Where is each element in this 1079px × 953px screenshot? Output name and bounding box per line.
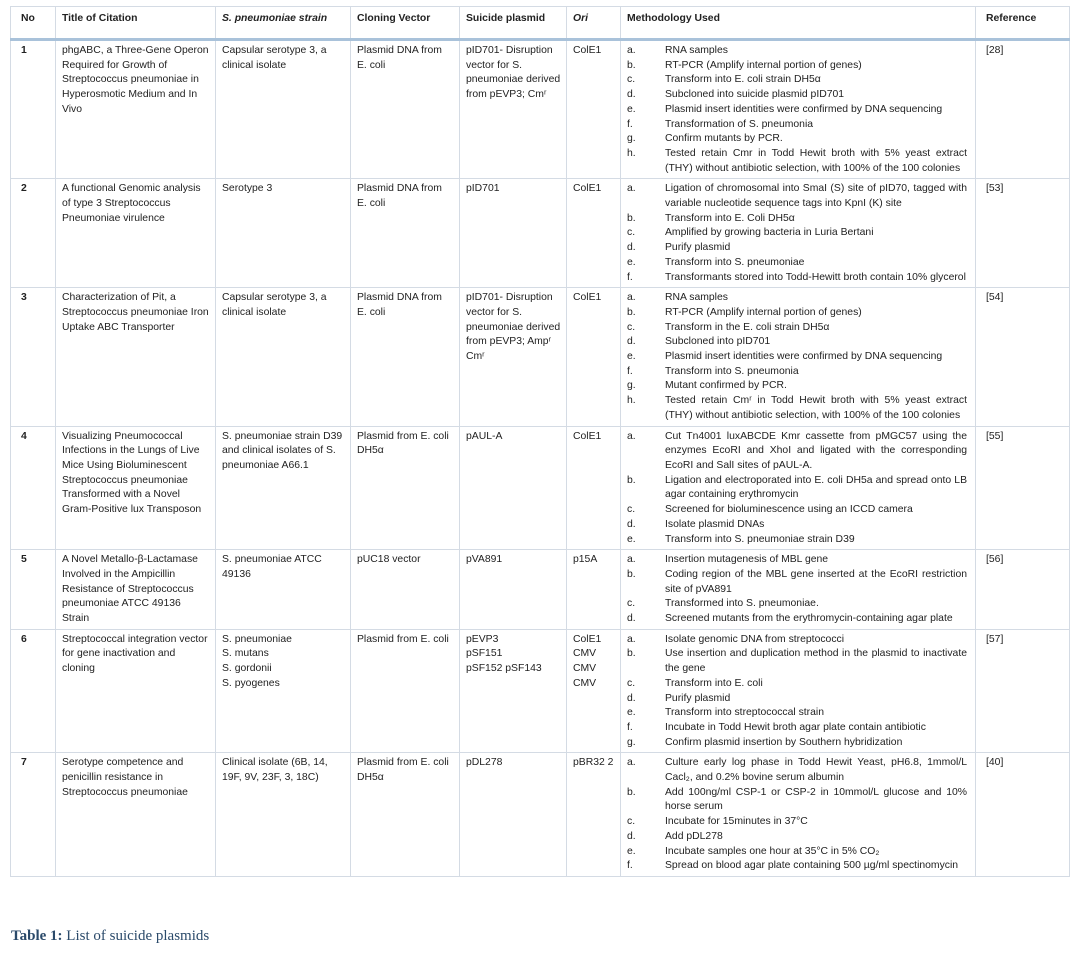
methodology-step — [627, 271, 970, 286]
strain-cell-line: S. pneumoniae — [222, 633, 292, 645]
ori-cell: pBR32 2 — [567, 753, 621, 877]
strain-cell-line: S. mutans — [222, 648, 269, 660]
methodology-step — [627, 147, 970, 176]
step-letter: b. — [627, 786, 636, 798]
reference-cell: [54] — [976, 288, 1070, 426]
strain-cell: Serotype 3 — [216, 179, 351, 288]
methodology-step — [627, 568, 970, 597]
ori-cell — [567, 629, 621, 753]
step-text: Culture early log phase in Todd Hewit Yeast, pH6.8, 1mmol/L Cacl₂, and 0.2% bovine serum albumin — [665, 757, 967, 784]
ori-cell-line: ColE1 — [573, 633, 602, 645]
methodology-step — [627, 335, 970, 350]
suicide-plasmid-cell: pVA891 — [460, 550, 567, 630]
methodology-step — [627, 633, 970, 648]
step-text: Incubate samples one hour at 35°C in 5% CO₂ — [665, 845, 880, 857]
strain-cell — [216, 629, 351, 753]
step-letter: e. — [627, 103, 636, 115]
step-text: Transform into S. pneumonia — [665, 365, 799, 377]
step-letter: d. — [627, 242, 636, 254]
methodology-step — [627, 612, 970, 627]
methodology-step — [627, 256, 970, 271]
step-letter: h. — [627, 147, 636, 159]
step-letter: c. — [627, 227, 636, 239]
step-letter: g. — [627, 380, 636, 392]
step-text: Transformants stored into Todd-Hewitt broth contain 10% glycerol — [665, 271, 966, 283]
methodology-step — [627, 721, 970, 736]
step-letter: a. — [627, 554, 636, 566]
step-text: Transform into S. pneumoniae strain D39 — [665, 533, 855, 545]
step-text: Transform into E. coli strain DH5α — [665, 74, 821, 86]
table-row — [11, 426, 1070, 550]
methodology-steps — [627, 44, 970, 176]
citation-title: A Novel Metallo-β-Lactamase Involved in the Ampicillin Resistance of Streptococcus pneumoniae ATCC 49136 Strain — [56, 550, 216, 630]
methodology-steps — [627, 430, 970, 548]
step-letter: c. — [627, 816, 636, 828]
methodology-steps — [627, 756, 970, 874]
step-letter: b. — [627, 59, 636, 71]
cloning-vector-cell: Plasmid from E. coli — [351, 629, 460, 753]
step-text: Spread on blood agar plate containing 500 µg/ml spectinomycin — [665, 860, 959, 872]
suicide-plasmid-cell — [460, 629, 567, 753]
step-text: Subcloned into suicide plasmid pID701 — [665, 89, 845, 101]
step-text: Transform into S. pneumoniae — [665, 256, 805, 268]
step-letter: d. — [627, 613, 636, 625]
methodology-step — [627, 132, 970, 147]
step-letter: f. — [627, 271, 633, 283]
step-text: Incubate for 15minutes in 37°C — [665, 816, 808, 828]
step-letter: e. — [627, 256, 636, 268]
header-strain — [216, 7, 351, 40]
methodology-step — [627, 321, 970, 336]
suicide-plasmid-cell-line: pSF151 — [466, 648, 503, 660]
step-letter: d. — [627, 692, 636, 704]
step-letter: a. — [627, 430, 636, 442]
citation-title: phgABC, a Three-Gene Operon Required for Growth of Streptococcus pneumoniae in Hyperosmotic Medium and In Vivo — [56, 40, 216, 179]
suicide-plasmids-table — [10, 6, 1070, 877]
methodology-step — [627, 597, 970, 612]
step-letter: f. — [627, 365, 633, 377]
step-text: Confirm mutants by PCR. — [665, 133, 783, 145]
ori-cell-line: CMV — [573, 648, 597, 660]
step-letter: a. — [627, 45, 636, 56]
strain-cell-line: S. gordonii — [222, 663, 272, 675]
caption-label: Table 1: — [11, 928, 63, 944]
methodology-step — [627, 430, 970, 474]
reference-cell: [40] — [976, 753, 1070, 877]
methodology-step — [627, 677, 970, 692]
step-letter: a. — [627, 183, 636, 195]
methodology-step — [627, 830, 970, 845]
step-text: Tested retain Cmʳ in Todd Hewit broth with 5% yeast extract (THY) without antibiotic selection, with 100% of the 100 colonies — [665, 395, 967, 421]
methodology-steps — [627, 553, 970, 627]
step-letter: a. — [627, 757, 636, 769]
strain-cell: S. pneumoniae strain D39 and clinical isolates of S. pneumoniae A66.1 — [216, 426, 351, 550]
step-letter: d. — [627, 89, 636, 101]
step-letter: c. — [627, 598, 636, 610]
suicide-plasmid-cell: pAUL-A — [460, 426, 567, 550]
methodology-step — [627, 241, 970, 256]
step-text: Add pDL278 — [665, 830, 723, 842]
table-body — [11, 40, 1070, 877]
step-letter: c. — [627, 74, 636, 86]
step-letter: b. — [627, 212, 636, 224]
step-text: Mutant confirmed by PCR. — [665, 380, 787, 392]
step-text: Isolate plasmid DNAs — [665, 518, 765, 530]
step-letter: e. — [627, 845, 636, 857]
suicide-plasmid-cell: pDL278 — [460, 753, 567, 877]
table-row — [11, 753, 1070, 877]
step-text: Insertion mutagenesis of MBL gene — [665, 554, 829, 566]
methodology-step — [627, 474, 970, 503]
step-text: Cut Tn4001 luxABCDE Kmr cassette from pMGC57 using the enzymes EcoRI and XhoI and ligated with the corresponding EcoRI and SalI sites of pAUL-A. — [665, 430, 967, 471]
header-reference: Reference — [976, 7, 1070, 40]
methodology-step — [627, 379, 970, 394]
methodology-step — [627, 533, 970, 548]
header-vector: Cloning Vector — [351, 7, 460, 40]
strain-cell: Capsular serotype 3, a clinical isolate — [216, 288, 351, 426]
caption-text: List of suicide plasmids — [66, 928, 210, 944]
methodology-step — [627, 845, 970, 860]
step-letter: d. — [627, 830, 636, 842]
methodology-step — [627, 859, 970, 874]
step-text: Ligation and electroporated into E. coli DH5a and spread onto LB agar containing erythromycin — [665, 474, 967, 501]
methodology-cell — [621, 629, 976, 753]
table-row — [11, 179, 1070, 288]
methodology-step — [627, 118, 970, 133]
suicide-plasmid-cell: pID701 — [460, 179, 567, 288]
row-number: 5 — [11, 550, 56, 630]
ori-cell-line: CMV — [573, 663, 597, 675]
suicide-plasmid-cell: pID701- Disruption vector for S. pneumoniae derived from pEVP3; Ampʳ Cmʳ — [460, 288, 567, 426]
step-letter: c. — [627, 504, 636, 516]
table-header — [11, 7, 1070, 40]
methodology-steps — [627, 182, 970, 285]
methodology-step — [627, 706, 970, 721]
methodology-cell — [621, 426, 976, 550]
step-text: Transform into E. coli — [665, 677, 763, 689]
step-text: Confirm plasmid insertion by Southern hybridization — [665, 736, 903, 748]
step-text: Subcloned into pID701 — [665, 336, 771, 348]
step-text: Purify plasmid — [665, 692, 731, 704]
step-letter: a. — [627, 292, 636, 304]
cloning-vector-cell: Plasmid DNA from E. coli — [351, 288, 460, 426]
step-letter: e. — [627, 533, 636, 545]
step-letter: b. — [627, 474, 636, 486]
step-text: Incubate in Todd Hewit broth agar plate contain antibiotic — [665, 721, 926, 733]
step-letter: f. — [627, 721, 633, 733]
citation-title: A functional Genomic analysis of type 3 Streptococcus Pneumoniae virulence — [56, 179, 216, 288]
step-letter: d. — [627, 336, 636, 348]
header-no: No — [11, 7, 56, 40]
citation-title: Streptococcal integration vector for gene inactivation and cloning — [56, 629, 216, 753]
step-text: Use insertion and duplication method in the plasmid to inactivate the gene — [665, 648, 967, 675]
methodology-cell — [621, 288, 976, 426]
step-text: Tested retain Cmr in Todd Hewit broth with 5% yeast extract (THY) without antibiotic selection, with 100% of the 100 colonies — [665, 147, 967, 174]
suicide-plasmid-cell-line: pSF152 pSF143 — [466, 663, 542, 675]
methodology-step — [627, 291, 970, 306]
methodology-step — [627, 503, 970, 518]
methodology-step — [627, 815, 970, 830]
header-ori — [567, 7, 621, 40]
methodology-step — [627, 306, 970, 321]
step-text: RNA samples — [665, 45, 728, 56]
step-text: Transform in the E. coli strain DH5α — [665, 321, 830, 333]
step-text: Purify plasmid — [665, 242, 731, 254]
step-letter: f. — [627, 860, 633, 872]
ori-cell-line: CMV — [573, 677, 597, 689]
step-text: Transformed into S. pneumoniae. — [665, 598, 819, 610]
row-number: 7 — [11, 753, 56, 877]
table-row — [11, 288, 1070, 426]
table-row — [11, 40, 1070, 179]
row-number: 2 — [11, 179, 56, 288]
methodology-step — [627, 226, 970, 241]
step-letter: g. — [627, 736, 636, 748]
methodology-step — [627, 350, 970, 365]
methodology-steps — [627, 633, 970, 751]
reference-cell: [55] — [976, 426, 1070, 550]
row-number: 3 — [11, 288, 56, 426]
step-text: Transform into E. Coli DH5α — [665, 212, 795, 224]
header-strain-text: S. pneumoniae strain — [222, 13, 328, 24]
methodology-step — [627, 553, 970, 568]
methodology-step — [627, 365, 970, 380]
methodology-step — [627, 212, 970, 227]
ori-cell: ColE1 — [567, 426, 621, 550]
methodology-step — [627, 736, 970, 751]
strain-cell: Capsular serotype 3, a clinical isolate — [216, 40, 351, 179]
step-letter: h. — [627, 395, 636, 407]
reference-cell: [57] — [976, 629, 1070, 753]
step-text: Transformation of S. pneumonia — [665, 118, 814, 130]
reference-cell: [56] — [976, 550, 1070, 630]
step-text: RT-PCR (Amplify internal portion of genes) — [665, 59, 862, 71]
step-letter: b. — [627, 306, 636, 318]
document-page — [10, 6, 1069, 877]
suicide-plasmid-cell: pID701- Disruption vector for S. pneumoniae derived from pEVP3; Cmʳ — [460, 40, 567, 179]
step-text: Add 100ng/ml CSP-1 or CSP-2 in 10mmol/L glucose and 10% horse serum — [665, 786, 967, 813]
table-row — [11, 629, 1070, 753]
step-text: RNA samples — [665, 292, 728, 304]
citation-title: Visualizing Pneumococcal Infections in the Lungs of Live Mice Using Bioluminescent Streptococcus pneumoniae Transformed with a Novel Gram-Positive lux Transposon — [56, 426, 216, 550]
methodology-steps — [627, 291, 970, 423]
methodology-cell — [621, 753, 976, 877]
step-letter: e. — [627, 707, 636, 719]
row-number: 4 — [11, 426, 56, 550]
ori-cell: ColE1 — [567, 40, 621, 179]
methodology-cell — [621, 550, 976, 630]
reference-cell: [53] — [976, 179, 1070, 288]
row-number: 6 — [11, 629, 56, 753]
step-text: Amplified by growing bacteria in Luria Bertani — [665, 227, 874, 239]
ori-cell: p15A — [567, 550, 621, 630]
ori-cell: ColE1 — [567, 288, 621, 426]
step-letter: b. — [627, 648, 636, 660]
step-letter: c. — [627, 677, 636, 689]
cloning-vector-cell: pUC18 vector — [351, 550, 460, 630]
step-letter: c. — [627, 321, 636, 333]
strain-cell: Clinical isolate (6B, 14, 19F, 9V, 23F, 3, 18C) — [216, 753, 351, 877]
methodology-step — [627, 786, 970, 815]
step-text: Transform into streptococcal strain — [665, 707, 824, 719]
step-letter: g. — [627, 133, 636, 145]
step-letter: d. — [627, 518, 636, 530]
step-letter: e. — [627, 351, 636, 363]
strain-cell-line: S. pyogenes — [222, 677, 280, 689]
ori-cell: ColE1 — [567, 179, 621, 288]
step-text: Plasmid insert identities were confirmed by DNA sequencing — [665, 103, 943, 115]
methodology-step — [627, 518, 970, 533]
methodology-step — [627, 88, 970, 103]
table-caption — [11, 928, 209, 945]
step-letter: a. — [627, 633, 636, 645]
suicide-plasmid-cell-line: pEVP3 — [466, 633, 499, 645]
cloning-vector-cell: Plasmid DNA from E. coli — [351, 40, 460, 179]
methodology-step — [627, 182, 970, 211]
header-title: Title of Citation — [56, 7, 216, 40]
strain-cell: S. pneumoniae ATCC 49136 — [216, 550, 351, 630]
table-row — [11, 550, 1070, 630]
header-row — [11, 7, 1070, 40]
methodology-cell — [621, 40, 976, 179]
reference-cell: [28] — [976, 40, 1070, 179]
methodology-step — [627, 647, 970, 676]
cloning-vector-cell: Plasmid from E. coli DH5α — [351, 426, 460, 550]
header-method: Methodology Used — [621, 7, 976, 40]
cloning-vector-cell: Plasmid from E. coli DH5α — [351, 753, 460, 877]
cloning-vector-cell: Plasmid DNA from E. coli — [351, 179, 460, 288]
citation-title: Characterization of Pit, a Streptococcus pneumoniae Iron Uptake ABC Transporter — [56, 288, 216, 426]
methodology-step — [627, 44, 970, 59]
step-text: Plasmid insert identities were confirmed by DNA sequencing — [665, 351, 943, 363]
step-letter: b. — [627, 568, 636, 580]
step-text: Screened for bioluminescence using an ICCD camera — [665, 504, 913, 516]
methodology-step — [627, 103, 970, 118]
row-number: 1 — [11, 40, 56, 179]
methodology-cell — [621, 179, 976, 288]
header-ori-text: Ori — [573, 13, 589, 24]
step-text: Coding region of the MBL gene inserted at the EcoRI restriction site of pVA891 — [665, 568, 967, 595]
citation-title: Serotype competence and penicillin resistance in Streptococcus pneumoniae — [56, 753, 216, 877]
methodology-step — [627, 756, 970, 785]
step-text: Screened mutants from the erythromycin-containing agar plate — [665, 613, 953, 625]
header-plasmid: Suicide plasmid — [460, 7, 567, 40]
methodology-step — [627, 59, 970, 74]
methodology-step — [627, 73, 970, 88]
step-letter: f. — [627, 118, 633, 130]
methodology-step — [627, 394, 970, 423]
step-text: Ligation of chromosomal into SmaI (S) site of pID70, tagged with variable nucleotide sequence tags into KpnI (K) site — [665, 183, 967, 210]
step-text: Isolate genomic DNA from streptococci — [665, 633, 845, 645]
methodology-step — [627, 692, 970, 707]
step-text: RT-PCR (Amplify internal portion of genes) — [665, 306, 862, 318]
